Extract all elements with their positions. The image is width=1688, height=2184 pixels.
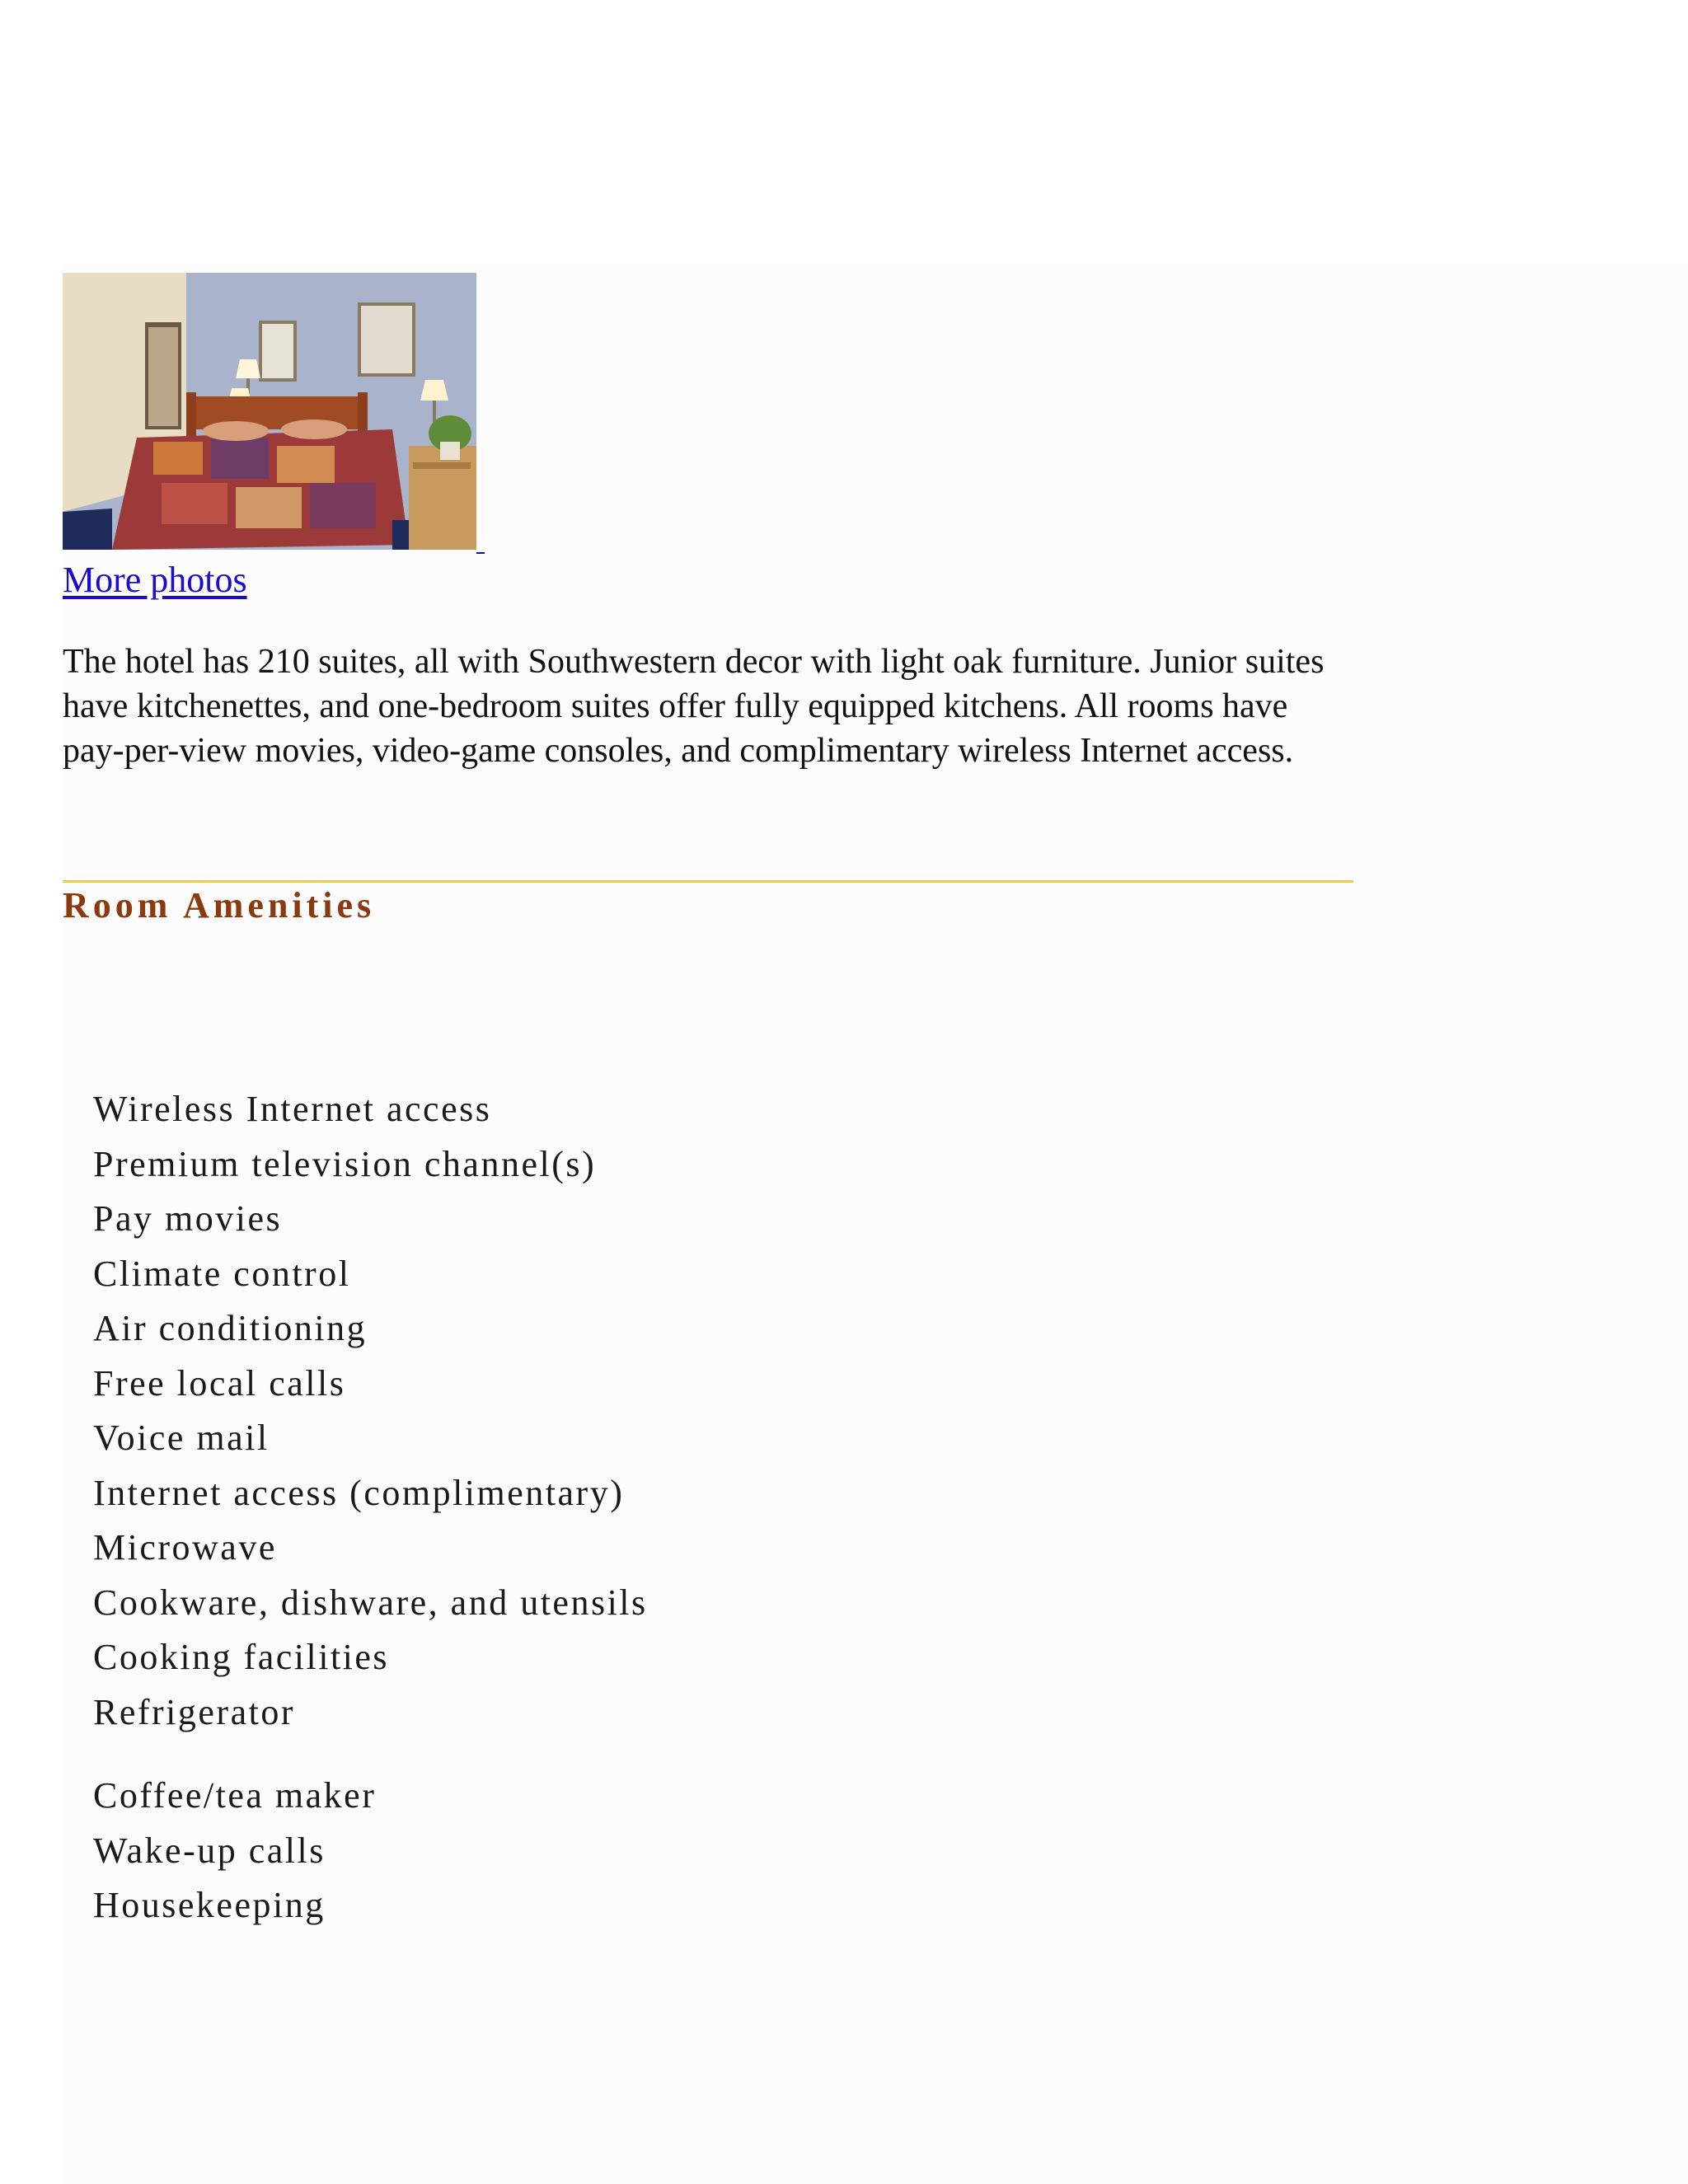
room-photo[interactable] [63, 273, 476, 550]
amenity-item: Housekeeping [93, 1885, 326, 1925]
hotel-description: The hotel has 210 suites, all with Southwestern decor with light oak furniture. Junior suites have kitchenettes, and one-bedroom suites offer fully equipped kitchens. All rooms have pay-per-view movies, video-game consoles, and complimentary wireless Internet access. [63, 643, 1325, 770]
amenity-item: Microwave [93, 1527, 277, 1568]
room-amenities-list [93, 1082, 648, 1933]
amenity-item: Coffee/tea maker [93, 1775, 377, 1816]
amenity-item: Cookware, dishware, and utensils [93, 1582, 648, 1623]
amenity-item: Air conditioning [93, 1308, 368, 1348]
photo-link-underline [476, 552, 485, 554]
amenity-item: Premium television channel(s) [93, 1143, 597, 1184]
amenity-item: Climate control [93, 1253, 351, 1294]
amenity-item: Refrigerator [93, 1691, 295, 1732]
amenity-item: Internet access (complimentary) [93, 1472, 625, 1513]
more-photos-link[interactable]: More photos [63, 560, 247, 600]
amenity-item: Cooking facilities [93, 1637, 390, 1677]
amenity-item: Pay movies [93, 1198, 283, 1239]
amenity-item: Voice mail [93, 1418, 270, 1458]
amenity-item: Free local calls [93, 1362, 346, 1404]
amenity-item: Wireless Internet access [93, 1089, 492, 1129]
room-amenities-heading: Room Amenities [63, 885, 376, 926]
room-photo-link[interactable] [63, 273, 476, 550]
amenity-item: Wake-up calls [93, 1830, 326, 1871]
